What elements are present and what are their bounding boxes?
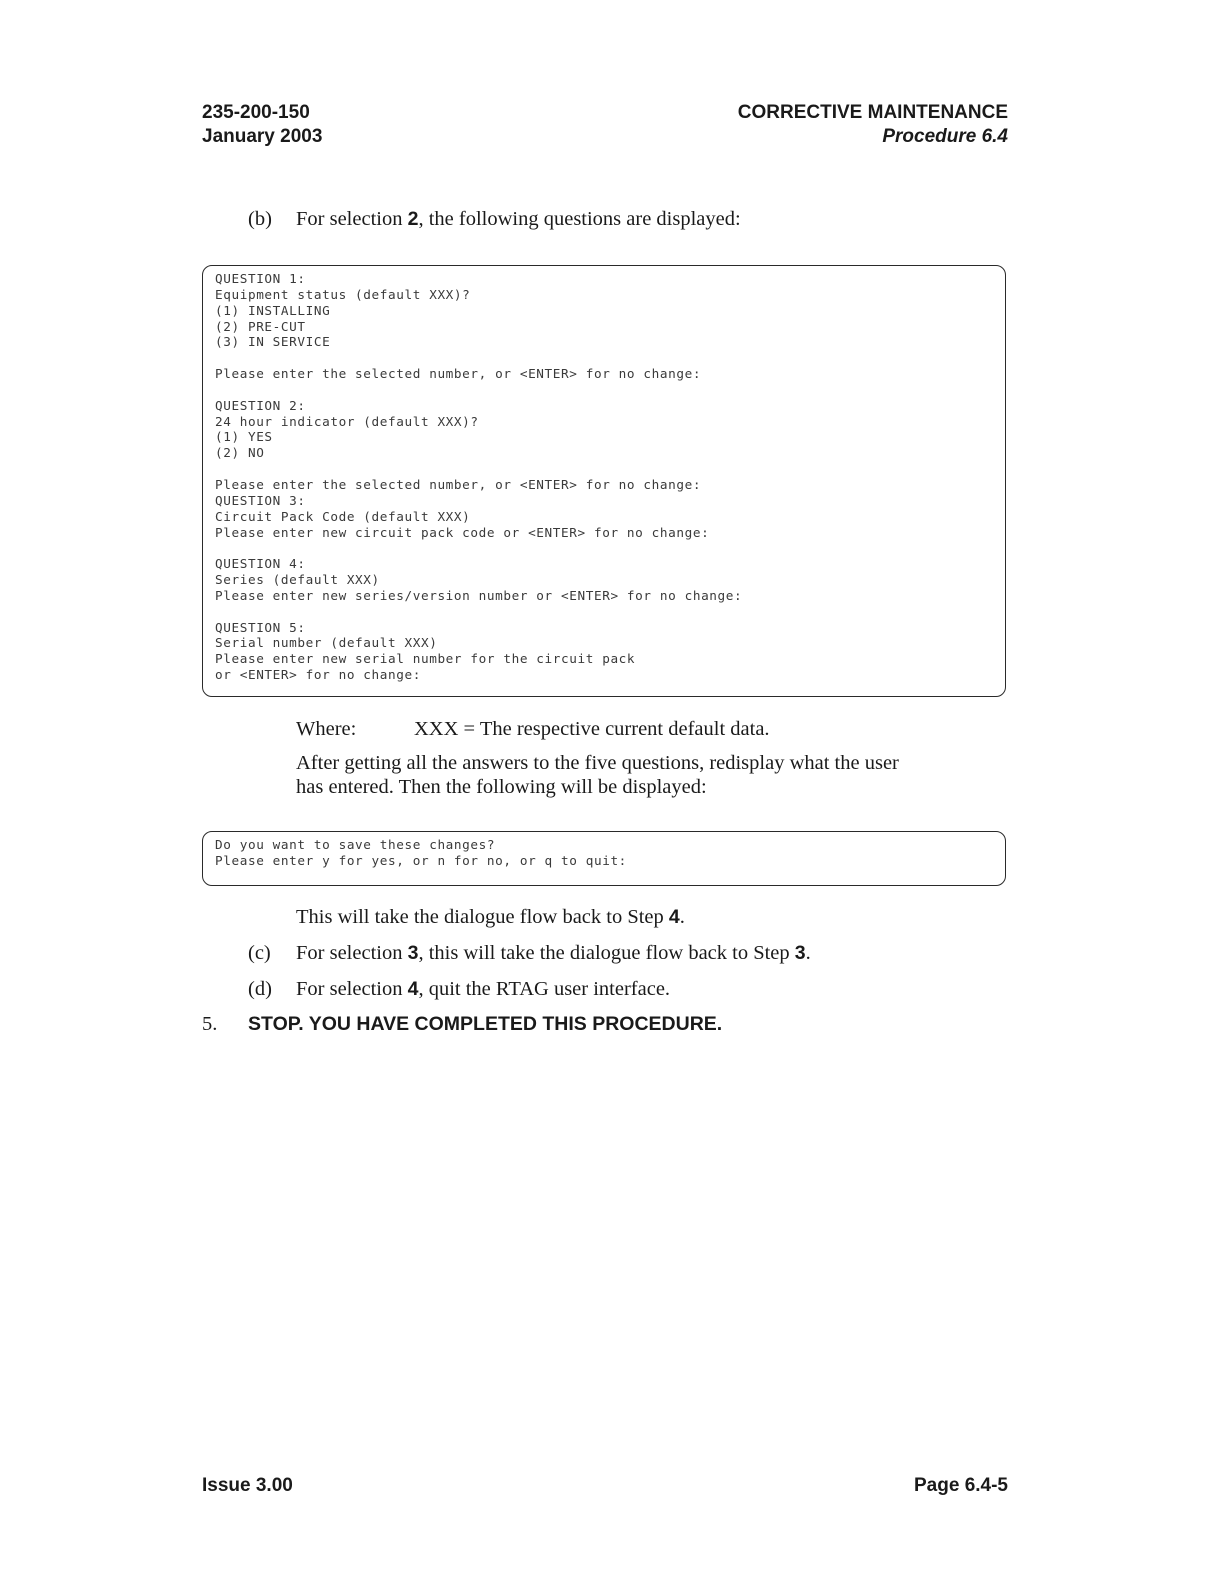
screen-line: (3) IN SERVICE: [215, 334, 331, 350]
screen-line: QUESTION 5:: [215, 619, 306, 635]
terminal-screen-questions: [202, 265, 1006, 697]
screen-line: [215, 382, 993, 398]
step-d-text: For selection 4, quit the RTAG user interface.: [296, 978, 671, 1000]
step-c-text: For selection 3, this will take the dialogue flow back to Step 3.: [296, 942, 811, 964]
screen-line: (2) NO: [215, 445, 265, 461]
screen-line: Please enter new series/version number or <ENTER> for no change:: [215, 587, 743, 603]
procedure-number: Procedure 6.4: [882, 126, 1008, 147]
screen-line: Please enter the selected number, or <ENTER> for no change:: [215, 476, 702, 492]
step-b-text: For selection 2, the following questions are displayed:: [296, 208, 741, 230]
where-label: Where:: [296, 718, 357, 740]
screen-line: QUESTION 1:: [215, 271, 306, 286]
screen-line: Please enter new circuit pack code or <ENTER> for no change:: [215, 524, 710, 540]
screen-line: Series (default XXX): [215, 572, 380, 588]
doc-date: January 2003: [202, 126, 323, 147]
step-c-label: (c): [248, 942, 271, 964]
screen-line: (1) INSTALLING: [215, 302, 331, 318]
screen-line: (2) PRE-CUT: [215, 318, 306, 334]
step-5-label: 5.: [202, 1013, 218, 1035]
screen-line: 24 hour indicator (default XXX)?: [215, 413, 479, 429]
flow-back-text: This will take the dialogue flow back to Step 4.: [296, 906, 685, 928]
screen-line: Equipment status (default XXX)?: [215, 286, 471, 302]
screen-line: Please enter new serial number for the circuit pack: [215, 651, 636, 667]
screen-line: (1) YES: [215, 429, 273, 445]
after-text-line-1: After getting all the answers to the five questions, redisplay what the user: [296, 752, 899, 774]
page-header-right: [738, 101, 1008, 149]
screen-line: Please enter y for yes, or n for no, or q to quit:: [215, 852, 627, 868]
step-5-text: STOP. YOU HAVE COMPLETED THIS PROCEDURE.: [248, 1013, 723, 1035]
screen-line: Serial number (default XXX): [215, 635, 438, 651]
where-text: XXX = The respective current default data.: [414, 718, 770, 740]
screen-line: [215, 540, 993, 556]
step-b-label: (b): [248, 208, 272, 230]
screen-line: QUESTION 2:: [215, 397, 306, 413]
page-header-left: [202, 101, 322, 149]
screen-line: [215, 604, 993, 620]
terminal-screen-save-prompt: [202, 831, 1006, 886]
screen-line: [215, 461, 993, 477]
doc-number: 235-200-150: [202, 102, 310, 123]
screen-line: Do you want to save these changes?: [215, 837, 496, 852]
footer-issue: Issue 3.00: [202, 1475, 293, 1496]
section-title: CORRECTIVE MAINTENANCE: [737, 102, 1008, 123]
after-text-line-2: has entered. Then the following will be displayed:: [296, 776, 707, 798]
screen-line: QUESTION 4:: [215, 556, 306, 572]
screen-line: [215, 350, 993, 366]
screen-line: or <ENTER> for no change:: [215, 667, 421, 683]
footer-page-number: Page 6.4-5: [914, 1475, 1008, 1496]
screen-line: Please enter the selected number, or <ENTER> for no change:: [215, 366, 702, 382]
screen-line: Circuit Pack Code (default XXX): [215, 508, 471, 524]
screen-line: QUESTION 3:: [215, 492, 306, 508]
step-d-label: (d): [248, 978, 272, 1000]
